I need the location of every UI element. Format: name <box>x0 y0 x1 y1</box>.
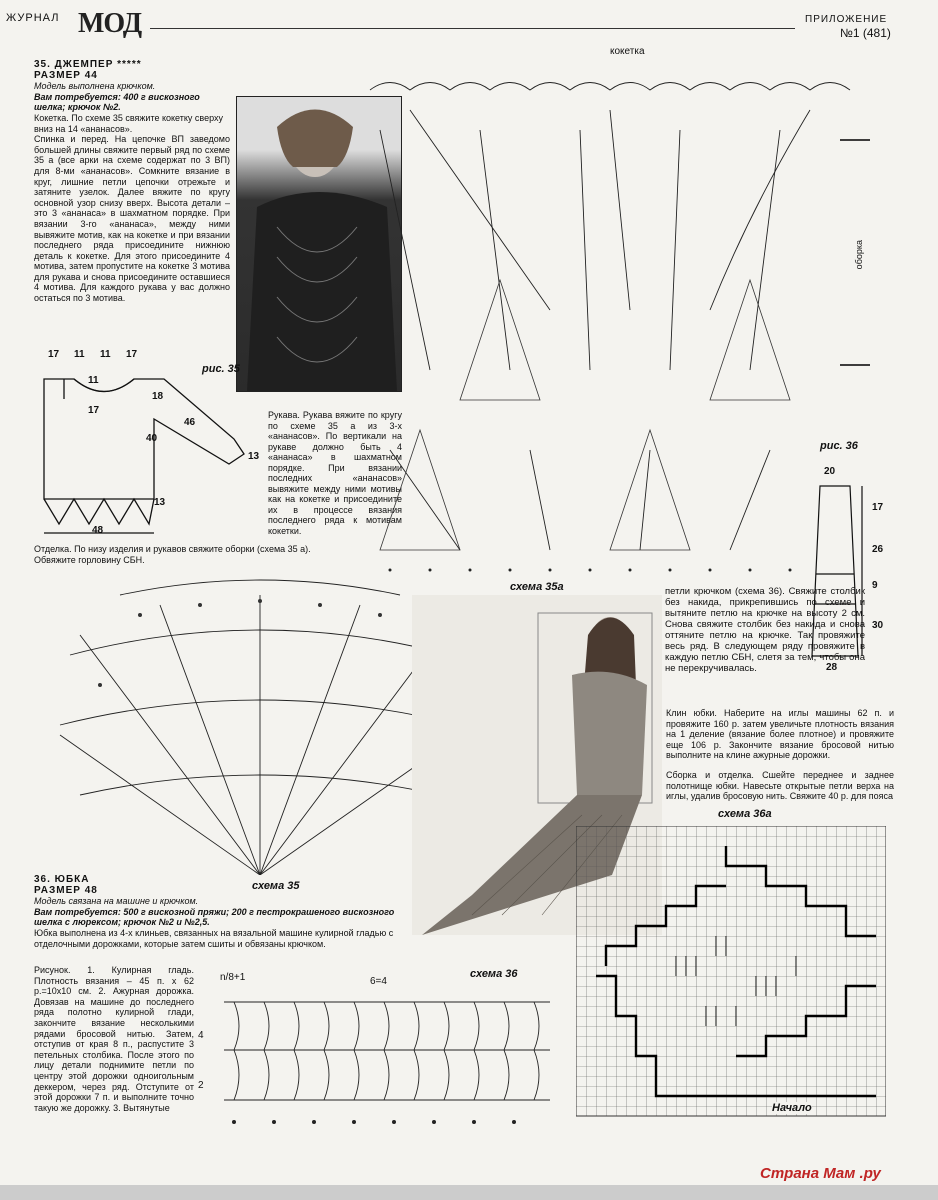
article-36-p1: Юбка выполнена из 4-х клиньев, связанных на вязальной машине кулирной гладью с отделочными дорожками, которые затем сшиты и обвязаны крючком. <box>34 927 394 949</box>
grid-36a-drawing <box>576 826 886 1118</box>
article-35-size: РАЗМЕР 44 <box>34 69 98 81</box>
article-36-p2: Рисунок. 1. Кулирная гладь. Плотность вязания – 45 п. х 62 р.=10х10 см. 2. Ажурная дорожка. Довязав на машине до последнего ряда полотно кулирной глади, закончите вязание несколькими рядами бросовой нитью. Затем, отступив от края 8 п., распустите 3 петельных столбика. После этого по лицу детали поднимите петли по центру этой дорожки одноигольным деккером, через ряд. Отступите от этой дорожки 7 п. и выполните точно такую же дорожку. 3. Вытянутые <box>34 965 194 1113</box>
article-36-size: РАЗМЕР 48 <box>34 884 98 896</box>
finish-text: Отделка. По низу изделия и рукавов свяжите оборки (схема 35 а). Обвяжите горловину СБН. <box>34 544 311 565</box>
sweater-outline <box>34 359 264 545</box>
dim-18: 18 <box>152 391 164 402</box>
article-36-p3: петли крючком (схема 36). Свяжите столбик без накида, прикрепившись по схеме и вытяните петлю на крючке на высоту 2 см. Снова свяжите столбик без накида и снова оттяните петлю на крючке. Так провяжите весь ряд. В следующем ряду провяжите в каждую петлю СБН, слетя за тем, чтобы она не перекручивалась. <box>665 586 865 674</box>
row-2-label: 2 <box>198 1080 204 1091</box>
grid-chart-36a <box>576 826 886 1118</box>
page-footer-strip <box>0 1185 938 1200</box>
dim-40: 40 <box>146 433 158 444</box>
dim-30: 30 <box>872 620 884 631</box>
figure-36-caption: рис. 36 <box>820 440 858 452</box>
issue-number: №1 (481) <box>840 26 891 40</box>
appendix-label: ПРИЛОЖЕНИЕ <box>805 14 888 25</box>
dim-48: 48 <box>92 525 104 536</box>
dim-11-right: 11 <box>100 349 111 360</box>
chart-36-drawing <box>214 990 560 1140</box>
dim-20: 20 <box>824 466 836 477</box>
article-36-need: Вам потребуется: 500 г вискозной пряжи; 200 г пестрокрашеного вискозного шелка с люрексом; крючок №2 и №2,5. <box>34 906 395 928</box>
dim-17-skirt: 17 <box>872 502 884 513</box>
dim-17-yoke: 17 <box>88 405 100 416</box>
article-36-model: Модель связана на машине и крючком. <box>34 896 199 907</box>
label-oborka: оборка <box>854 240 864 270</box>
dim-11-neck: 11 <box>88 375 99 386</box>
article-35-model: Модель выполнена крючком. <box>34 81 156 92</box>
article-36-p5: Сборка и отделка. Сшейте переднее и заднее полотнище юбки. Навесьте открытые петли верха на иглы, удалив бросовую нить. Свяжите 40 р. для пояса <box>666 770 894 802</box>
schema-36a-caption: схема 36а <box>718 808 772 820</box>
label-6-4: 6=4 <box>370 976 387 987</box>
sleeves-text: Рукава. Рукава вяжите по кругу по схеме 35 а из 3-х «ананасов». По вертикали на рукаве должно быть 4 «ананаса» в шахматном порядке. При вязании последних «ананасов» вывяжите между ними мотивы как на кокетке и присоедините их в процессе вязания последнего ряда к мотивам кокетки. <box>268 410 402 536</box>
figure-35-caption: рис. 35 <box>202 363 240 375</box>
article-35-text <box>34 60 230 304</box>
schema-35a-caption: схема 35а <box>510 581 564 593</box>
dim-17-left: 17 <box>48 349 60 360</box>
dim-26: 26 <box>872 544 884 555</box>
start-label: Начало <box>772 1102 812 1114</box>
article-35-title: 35. ДЖЕМПЕР ***** <box>34 59 142 70</box>
article-36-text <box>34 875 406 949</box>
article-35-need: Вам потребуется: 400 г вискозного шелка; крючок №2. <box>34 91 200 113</box>
row-4-label: 4 <box>198 1030 204 1041</box>
article-36-title: 36. ЮБКА <box>34 874 90 885</box>
dim-13-sleeve: 13 <box>248 451 260 462</box>
dim-13-hem: 13 <box>154 497 166 508</box>
crochet-chart-36 <box>214 990 560 1140</box>
journal-logo: МОД <box>78 8 142 39</box>
label-koketka: кокетка <box>610 46 645 57</box>
watermark: Страна Мам .ру <box>760 1165 881 1182</box>
label-n8: n/8+1 <box>220 972 246 983</box>
journal-label: ЖУРНАЛ <box>6 12 60 24</box>
chart-35a-drawing <box>350 70 870 580</box>
article-35-p2: Спинка и перед. На цепочке ВП заведомо большей длины свяжите первый ряд по схеме 35 а (все арки на схеме содержат по 3 ВП) для 8-ми «ананасов». Сомкните вязание в круг, лишние петли цепочки отрежьте и затяните узелок. Далее вяжите по кругу основной узор снизу вверх. Высота детали – это 3 «ананаса» в шахматном порядке. При вязании 3-го «ананаса», между ними вывяжите мотив, как на кокетке и при вязании последнего ряда присоедините нижнюю деталь к кокетке. Для этого присоедините 4 мотива, затем пропустите на кокетке 3 мотива для рукава и снова присоедините оставшиеся 4 мотива. Для каждого рукава у вас должно остаться по 3 мотива. <box>34 134 230 304</box>
dim-17-right: 17 <box>126 349 138 360</box>
dim-9: 9 <box>872 580 878 591</box>
schema-36-caption: схема 36 <box>470 968 518 980</box>
article-35-p1: Кокетка. По схеме 35 свяжите кокетку сверху вниз на 14 «ананасов». <box>34 112 224 134</box>
article-36-p4: Клин юбки. Наберите на иглы машины 62 п. и провяжите 160 р. затем увеличьте плотность вязания на 1 деление (вязание более плотное) и провяжите еще 106 р. Закончите вязание бросовой нитью выполните на клине ажурные дорожки. <box>666 708 894 761</box>
crochet-chart-35a <box>350 40 870 593</box>
header-rule <box>150 28 795 29</box>
schema-35-caption: схема 35 <box>252 880 300 892</box>
figure-35-sketch <box>34 345 264 545</box>
dim-28: 28 <box>826 662 838 673</box>
dim-11-left: 11 <box>74 349 85 360</box>
dim-46: 46 <box>184 417 196 428</box>
